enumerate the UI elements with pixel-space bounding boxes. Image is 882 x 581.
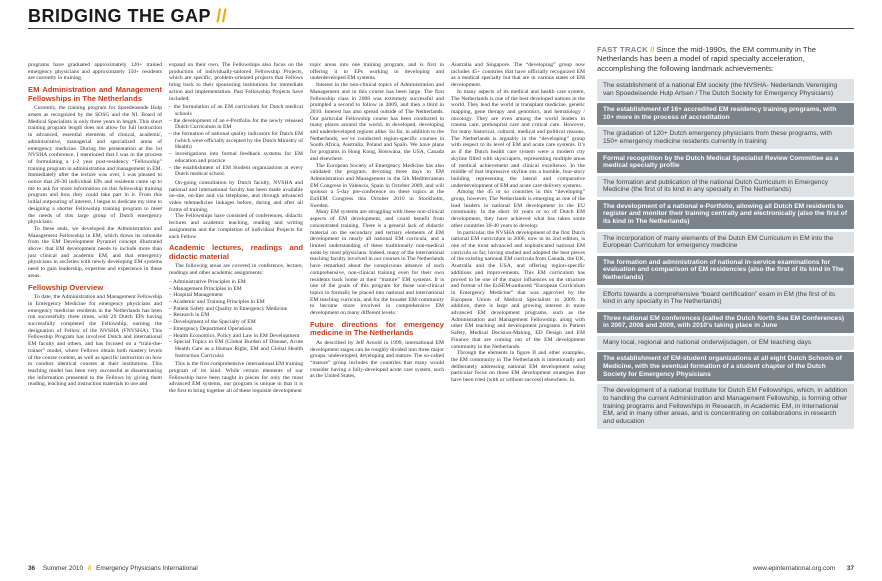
list-item: – Emergency Department Operations [169, 326, 303, 333]
fast-track-item: Many local, regional and national onderwijsdagen, or EM teaching days [597, 336, 854, 350]
list-item: – Administrative Principles in EM [169, 279, 303, 286]
list-item: – investigations into formal feedback systems for EM education and practice [169, 151, 303, 164]
footer-right [753, 565, 854, 572]
column-3 [310, 62, 444, 380]
fast-track-item: The establishment of 16+ accredited EM residency training programs, with 10+ more in the process of accreditation [597, 103, 854, 125]
section-heading-fellowships: EM Administration and Management Fellowships in The Netherlands [28, 85, 162, 103]
banner-title: BRIDGING THE GAP [28, 6, 211, 26]
list-item: – Hospital Management [169, 292, 303, 299]
paragraph: This is the first comprehensive international EM training program of its kind. While certain elements of our Fellowship have been taught in pieces for only the most advanced EM systems, our program is unique in that it is the first to bring together all of these requisite development [169, 361, 303, 395]
fast-track-item: The establishment of EM-student organizations at all eight Dutch Schools of Medicine, with the eventual formation of a student chapter of the Dutch Society for Emergency Physicians [597, 352, 854, 381]
fast-track-item: The formation and administration of national in-service examinations for evaluation and comparison of EM residencies (also the first of its kind in The Netherlands) [597, 256, 854, 285]
list-item: – the formation of national quality indicators for Dutch EM (which were officially accepted by the Dutch Ministry of Health) [169, 131, 303, 151]
fast-track-item: The development of a national e-Portfolio, allowing all Dutch EM residents to register and monitor their training centrally and electronically (also the first of its kind in The Netherlands) [597, 200, 854, 229]
list-item: – Development of the Specialty of EM [169, 319, 303, 326]
fast-track-item: The formation and publication of the national Dutch Curriculum in Emergency Medicine (the first of its kind in any specialty in The Netherlands) [597, 176, 854, 198]
fast-track-title: FAST TRACK [597, 45, 649, 54]
paragraph: In many aspects of its medical and health care system, The Netherlands is one of the best developed nations in the world. They lead the world in transplant medicine, genetic mapping, gene therapy and genomics, and hematology / oncology. They are even among the world leaders in trauma care, prehospital care and critical care. However, for many historical, cultural, medical and political reasons, The Netherlands is arguably in the “developing” group with respect to its level of EM and acute care systems. It’s as if the Dutch health care system were a modern city skyline filled with skyscrapers, representing multiple areas of medical achievement and clinical excellence. In the middle of that impressive skyline sits a humble, four-story building representing the lateral and comparative underdevelopment of EM and acute care delivery systems. [451, 88, 585, 189]
section-heading-future: Future directions for emergency medicine in The Netherlands [310, 319, 444, 338]
intro-paragraph: programs have graduated approximately 120+ trained emergency physicians and approximately 150+ residents are currently in training. [28, 62, 162, 82]
column-4 [451, 62, 585, 384]
fast-track-item: The establishment of a national EM society (the NVSHA- Nederlands Vereniging van Spoedeisende Hulp Artsen / The Dutch Society for Emergency Physicians) [597, 79, 854, 101]
paragraph: Interest in the non-clinical topics of Administration and Management and in this course has been large. The first Fellowship class in 2008 was extremely successful and prompted a second to follow in 2009, and then a third in 2010. Interest has also spread outside of The Netherlands. Our particular Fellowship course has been conducted in many places around the world, in developed, developing and underdeveloped regions alike. So far, in addition to the Netherlands, we’ve conducted region-specific courses in South Africa, Australia, Poland and Spain. We have plans for programs in Hong Kong, Botswana, the USA, Canada and elsewhere. [310, 82, 444, 162]
fast-track-slashes: // [650, 45, 655, 54]
fast-track-item: Three national EM conferences (called the Dutch North Sea EM Conferences) in 2007, 2008 and 2009, with 2010's taking place in June [597, 312, 854, 334]
list-item: – Health Economics, Policy and Law in EM Development [169, 333, 303, 340]
section-heading-academic: Academic lectures, readings and didactic material [169, 243, 303, 261]
column-2 [169, 62, 303, 395]
paragraph: Currently, the training program for Spoedeisende Hulp artsen as recognized by the SOSG and the NI. Board of Medical Specialists is only three years in length. This short training program length does not allow for full instruction in advanced, essential elements of clinical, academic, administrative, managerial and specialized areas of emergency medicine. During the presentation at the 1st NVSHA conference, I mentioned that I was in the process of formulating a 1-2 year post-residency “Fellowship” training program in administration and management in EM. Immediately after the lecture was over, I was pleased to notice that 20-30 individual EPs and residents came up to me to ask for more information on this fellowship training program and how they could take part in it. From this initial outpouring of interest, I began to dedicate my time to designing a shorter Fellowship training program to meet the needs of this large group of Dutch emergency physicians. [28, 105, 162, 226]
list-item: – Special Topics in EM (Global Burden of Disease, Acute Health Care as a Human Right, EM and Global Health Instruction Curricula) [169, 339, 303, 359]
fast-track-sidebar [597, 45, 854, 550]
paragraph: To these ends, we developed the Administration and Management Fellowship in EM, which draws its rationale from the EM Development Pyramid concept illustrated above: that EM development needs to include more than just clinical and academic EM, and that emergency physicians in societies with newly developing EM systems need to gain leadership, expertise and experience in these areas. [28, 225, 162, 279]
paragraph: As described by Jeff Arnold in 1999, international EM development stages can be roughly divided into three major groups: undeveloped, developing and mature. The so-called “mature” group includes the countries that many would consider having a fully-developed acute care system, such as the United States, [310, 339, 444, 380]
issue-date: Summer 2010 [42, 565, 84, 572]
paragraph: Many EM systems are struggling with these non-clinical aspects of EM development, and could benefit from concentrated training. There is a general lack of didactic material on the secondary and tertiary elements of EM development in nearly all national EM curricula, and a limited understanding of these traditionally non-medical areas by most physicians. Indeed, many of the international teaching faculty involved in our courses in The Netherlands have remarked about the conspicuous absence of such comprehensive, non-clinical training even for their own residents back home at their “mature” EM systems. It is one of the goals of this program for these non-clinical topics to formally be placed into national and international EM teaching curricula, and for the broader EM community to become more involved in comprehensive EM development on many different levels. [310, 209, 444, 317]
website-url: www.epinternational.org.com [753, 565, 836, 572]
fast-track-item: The development of a national Institute for Dutch EM Fellowships, which, in addition to handling the current Administration and Management Fellowship, is forming other training programs and Fellowships in Research, in Academic EM, in International EM, and in many other areas, and is concentrating on collaborations in research and education [597, 384, 854, 429]
list-item: – the establishment of EM Student organizations at every Dutch medical school. [169, 165, 303, 178]
footer-slashes: // [87, 565, 92, 572]
page-number-right: 37 [846, 565, 854, 572]
fast-track-intro [597, 45, 854, 73]
fast-track-item: Efforts towards a comprehensive “board certification” exam in EM (the first of its kind in any specialty in The Netherlands) [597, 288, 854, 310]
list-item: – Research in EM [169, 312, 303, 319]
banner-slashes: // [216, 6, 228, 26]
paragraph: expand on their own. The Fellowships also focus on the production of individually-tailored Fellowship Projects, which are specific, problem-oriented projects that Fellows bring back to their sponsoring institutions for immediate action and implementation. Past Fellowship Projects have included: [169, 62, 303, 102]
paragraph: Australia and Singapore. The “developing” group now includes 45+ countries that have officially recognized EM as a medical specialty but that are in various states of EM development. [451, 62, 585, 89]
fast-track-item: Formal recognition by the Dutch Medical Specialist Review Committee as a medical specialty profile [597, 152, 854, 174]
paragraph: The Fellowships have consisted of conferences, didactic lectures and academic teaching, reading and writing assignments and the completion of individual Projects for each Fellow. [169, 213, 303, 240]
list-item: – Patient Safety and Quality in Emergency Medicine [169, 306, 303, 313]
fast-track-item: The gradation of 120+ Dutch emergency physicians from these programs, with 150+ emergency medicine residents currently in training [597, 127, 854, 149]
section-heading-overview: Fellowship Overview [28, 282, 104, 292]
paragraph: To date, the Administration and Management Fellowship in Emergency Medicine for emergency physicians and emergency medicine residents in the Netherlands has been run successfully three times, with 29 Dutch EPs having successfully completed the Fellowship, earning the designation of Fellow of the NVSHA (FNVSHA). This Fellowship Program has involved Dutch and international EM faculty and others, and has focused on a “train-the-trainer” model, where Fellows obtain both mastery levels of the course content, as well as specific instruction on how to conduct identical courses at their institutions. This teaching model has been very successful at disseminating the information presented to the Fellows by giving them reading, teaching and instruction materials to use and [28, 294, 162, 388]
header-rule [28, 28, 854, 29]
fast-track-list [597, 79, 854, 431]
paragraph: Through the elements in figure II and other examples, the EM community in The Netherlands is intentionally and deliberately addressing national EM development using particular focus on those EM development strategies that have been tried (with or without success) elsewhere. In [451, 350, 585, 384]
fast-track-item: The incorporation of many elements of the Dutch EM Curriculum in EM into the European Curriculum for emergency medicine [597, 232, 854, 254]
page-banner [28, 6, 227, 27]
publication-name: Emergency Physicians International [96, 565, 198, 572]
paragraph: On-going consultation by Dutch faculty, NVSHA and national and international faculty has been made available on-site, on-line and via telephone, and through advanced video telemedicine linkages before, during and after all forms of training. [169, 179, 303, 213]
column-1 [28, 62, 162, 388]
paragraph: topic areas into one training program, and is first in offering it to EPs working in developing and underdeveloped EM systems. [310, 62, 444, 82]
page-number-left: 36 [28, 565, 36, 572]
list-item: – Academic and Training Principles in EM [169, 299, 303, 306]
project-list [169, 104, 303, 178]
topics-list [169, 279, 303, 359]
footer-left [28, 565, 198, 572]
paragraph: Among the 45 or so countries in this “developing” group, however, The Netherlands is emerging as one of the lead leaders in national EM development in the EU community. In the short 10 years or so of Dutch EM development, they have achieved what has taken some other countries 30-40 years to develop: [451, 189, 585, 229]
paragraph: The following areas are covered in conference, lecture, readings and other academic assignments: [169, 263, 303, 277]
list-item: – the development of an e-Portfolio for the newly released Dutch Curriculum in EM [169, 118, 303, 131]
fast-track-intro-text: Since the mid-1990s, the EM community in The Netherlands has been a model of rapid specialty acceleration, accomplishing the following landmark achievements: [597, 45, 816, 73]
list-item: – the formulation of an EM curriculum for Dutch medical schools [169, 104, 303, 117]
paragraph: In particular, the NVSHA development of the first Dutch national EM curriculum in 2006, now in its 2nd edition, is one of the most advanced and sophisticated national EM curricula so far, having studied and adopted the best pieces of the existing national EM curricula from Canada, the UK, Australia and the USA, and offering region-specific additions and improvements. This EM curriculum has proved to be one of the major influences on the structure and format of the EuSEM-authored “European Curriculum in Emergency Medicine” that was approved by the European Union of Medical Specialists in 2009. In addition, there is large and growing interest in more advanced EM development programs, such as the Administration and Management Fellowship, along with other EM teaching and development programs in Patient Safety, Medical Decision-Making, ED Design and EM Finance that are coming out of the EM development community in the Netherlands. [451, 229, 585, 350]
list-item: – Management Principles in EM [169, 286, 303, 293]
paragraph: The European Society of Emergency Medicine has also validated the program, devoting three days to EM Administration and Management in the 5th Mediterranean EM Congress in Valencia, Spain in October 2009, and will sponsor a 5-day pre-conference on these topics at the EuSEM Congress this October 2010 in Stockholm, Sweden. [310, 162, 444, 209]
